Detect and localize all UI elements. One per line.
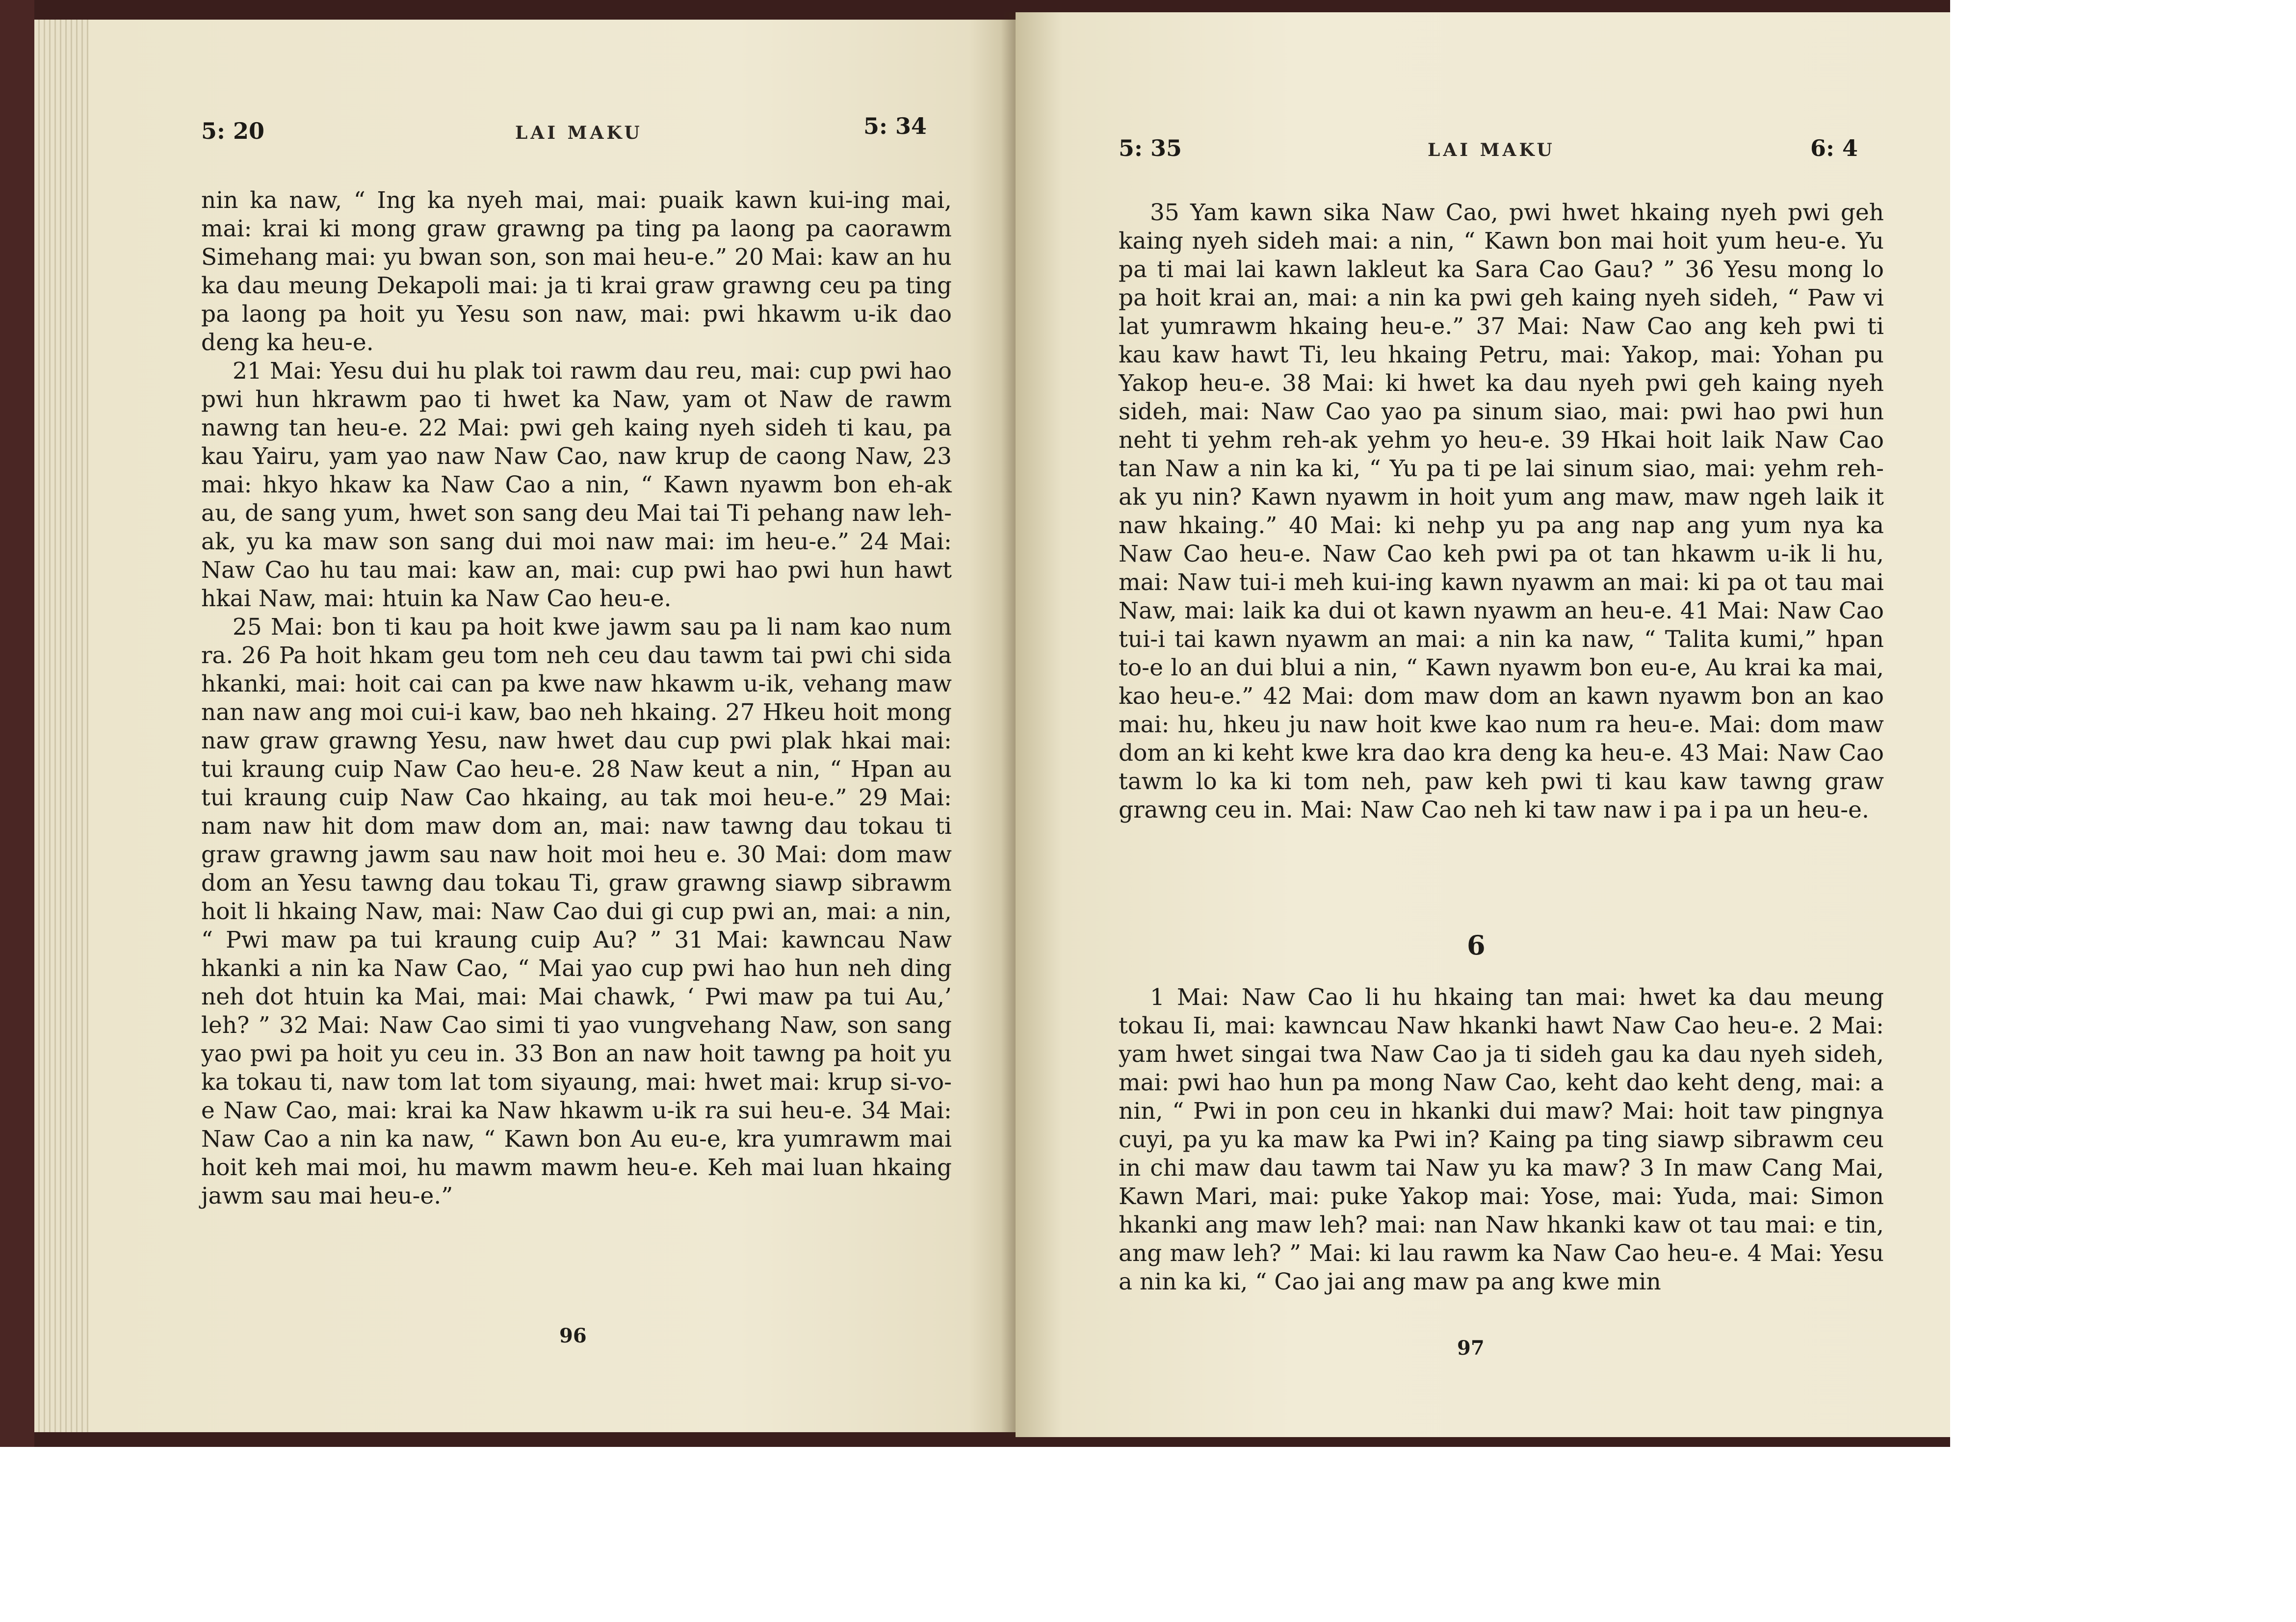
left-header-verse-start: 5: 20	[201, 118, 265, 144]
left-page	[88, 20, 1016, 1432]
page-edges	[34, 20, 93, 1432]
left-header-verse-end: 5: 34	[863, 113, 927, 139]
right-body-text	[1119, 199, 1884, 824]
cover-spine-edge	[0, 0, 34, 1447]
paragraph: 25 Mai: bon ti kau pa hoit kwe jawm sau pa li nam kao num ra. 26 Pa hoit hkam geu tom neh ceu dau tawm tai pwi chi sida hkanki, mai: hoit cai can pa kwe naw hkawm u-ik, vehang maw nan naw ang moi cui-i kaw, bao neh hkaing. 27 Hkeu hoit mong naw graw grawng Yesu, naw hwet dau cup pwi plak hkai mai: tui kraung cuip Naw Cao heu-e. 28 Naw keut a nin, “ Hpan au tui kraung cuip Naw Cao hkaing, au tak moi heu-e.” 29 Mai: nam naw hit dom maw dom an, mai: naw tawng dau tokau ti graw grawng jawm sau naw hoit moi heu e. 30 Mai: dom maw dom an Yesu tawng dau tokau Ti, graw grawng siawp sibrawm hoit li hkaing Naw, mai: Naw Cao dui gi cup pwi an, mai: a nin, “ Pwi maw pa tui kraung cuip Au? ” 31 Mai: kawncau Naw hkanki a nin ka Naw Cao, “ Mai yao cup pwi hao hun neh ding neh dot htuin ka Mai, mai: Mai chawk, ‘ Pwi maw pa tui Au,’ leh? ” 32 Mai: Naw Cao simi ti yao vungvehang Naw, son sang yao pwi pa hoit yu ceu in. 33 Bon an naw hoit tawng pa hoit yu ka tokau ti, naw tom lat tom siyaung, mai: hwet mai: krup si-vo-e Naw Cao, mai: krai ka Naw hkawm u-ik ra sui heu-e. 34 Mai: Naw Cao a nin ka naw, “ Kawn bon Au eu-e, kra yumrawm mai hoit keh mai moi, hu mawm mawm heu-e. Keh mai luan hkaing jawm sau mai heu-e.”	[201, 614, 952, 1210]
left-body-text	[201, 186, 952, 1210]
paragraph: 21 Mai: Yesu dui hu plak toi rawm dau reu, mai: cup pwi hao pwi hun hkrawm pao ti hwet ka Naw, yam ot Naw de rawm nawng tan heu-e. 22 Mai: pwi geh kaing nyeh sideh ti kau, pa kau Yairu, yam yao naw Naw Cao, naw krup de caong Naw, 23 mai: hkyo hkaw ka Naw Cao a nin, “ Kawn nyawm bon eh-ak au, de sang yum, hwet son sang deu Mai tai Ti pehang naw leh-ak, yu ka maw son sang dui moi naw mai: im heu-e.” 24 Mai: Naw Cao hu tau mai: kaw an, mai: cup pwi hao pwi hun hawt hkai Naw, mai: htuin ka Naw Cao heu-e.	[201, 358, 952, 612]
right-chapter-text	[1119, 983, 1884, 1296]
right-header-verse-end: 6: 4	[1810, 135, 1858, 161]
paragraph: nin ka naw, “ Ing ka nyeh mai, mai: puaik kawn kui-ing mai, mai: krai ki mong graw grawng pa ting pa laong pa caorawm Simehang mai: yu bwan son, son mai heu-e.” 20 Mai: kaw an hu ka dau meung Dekapoli mai: ja ti krai graw grawng ceu pa ting pa laong pa hoit yu Yesu son naw, mai: pwi hkawm u-ik dao deng ka heu-e.	[201, 187, 952, 356]
left-page-number: 96	[559, 1324, 587, 1347]
right-page	[1016, 12, 1950, 1437]
right-header-verse-start: 5: 35	[1119, 135, 1182, 161]
left-header-title: LAI MAKU	[515, 123, 643, 143]
chapter-number: 6	[1467, 929, 1486, 961]
paragraph: 35 Yam kawn sika Naw Cao, pwi hwet hkaing nyeh pwi geh kaing nyeh sideh mai: a nin, “ Kawn bon mai hoit yum heu-e. Yu pa ti mai lai kawn lakleut ka Sara Cao Gau? ” 36 Yesu mong lo pa hoit krai an, mai: a nin ka pwi geh kaing nyeh sideh, “ Paw vi lat yumrawm hkaing heu-e.” 37 Mai: Naw Cao ang keh pwi ti kau kaw hawt Ti, leu hkaing Petru, mai: Yakop, mai: Yohan pu Yakop heu-e. 38 Mai: ki hwet ka dau nyeh pwi geh kaing nyeh sideh, mai: Naw Cao yao pa sinum siao, mai: pwi hao pwi hun neht ti yehm reh-ak yehm yo heu-e. 39 Hkai hoit laik Naw Cao tan Naw a nin ka ki, “ Yu pa ti pe lai sinum siao, mai: yehm reh-ak yu nin? Kawn nyawm in hoit yum ang maw, maw ngeh laik it naw hkaing.” 40 Mai: ki nehp yu pa ang nap ang yum nya ka Naw Cao heu-e. Naw Cao keh pwi pa ot tan hkawm u-ik li hu, mai: Naw tui-i meh kui-ing kawn nyawm an mai: ki pa ot tau mai Naw, mai: laik ka dui ot kawn nyawm an heu-e. 41 Mai: Naw Cao tui-i tai kawn nyawm an mai: a nin ka naw, “ Talita kumi,” hpan to-e lo an dui blui a nin, “ Kawn nyawm bon eu-e, Au krai ka mai, kao heu-e.” 42 Mai: dom maw dom an kawn nyawm bon an kao mai: hu, hkeu ju naw hoit kwe kao num ra heu-e. Mai: dom maw dom an ki keht kwe kra dao kra deng ka heu-e. 43 Mai: Naw Cao tawm lo ka ki tom neh, paw keh pwi ti kau kaw tawng graw grawng ceu in. Mai: Naw Cao neh ki taw naw i pa i pa un heu-e.	[1119, 199, 1884, 824]
right-page-number: 97	[1457, 1337, 1485, 1360]
paragraph: 1 Mai: Naw Cao li hu hkaing tan mai: hwet ka dau meung tokau Ii, mai: kawncau Naw hkanki hawt Naw Cao heu-e. 2 Mai: yam hwet singai twa Naw Cao ja ti sideh gau ka dau nyeh sideh, mai: pwi hao hun pa mong Naw Cao, keht dao keht deng, mai: a nin, “ Pwi in pon ceu in hkanki dui maw? Mai: hoit taw pingnya cuyi, pa yu ka maw ka Pwi in? Kaing pa ting siawp sibrawm ceu in chi maw dau tawm tai Naw yu ka maw? 3 In maw Cang Mai, Kawn Mari, mai: puke Yakop mai: Yose, mai: Yuda, mai: Simon hkanki ang maw leh? mai: nan Naw hkanki kaw ot tau mai: e tin, ang maw leh? ” Mai: ki lau rawm ka Naw Cao heu-e. 4 Mai: Yesu a nin ka ki, “ Cao jai ang maw pa ang kwe min	[1119, 984, 1884, 1295]
right-header-title: LAI MAKU	[1428, 140, 1555, 160]
